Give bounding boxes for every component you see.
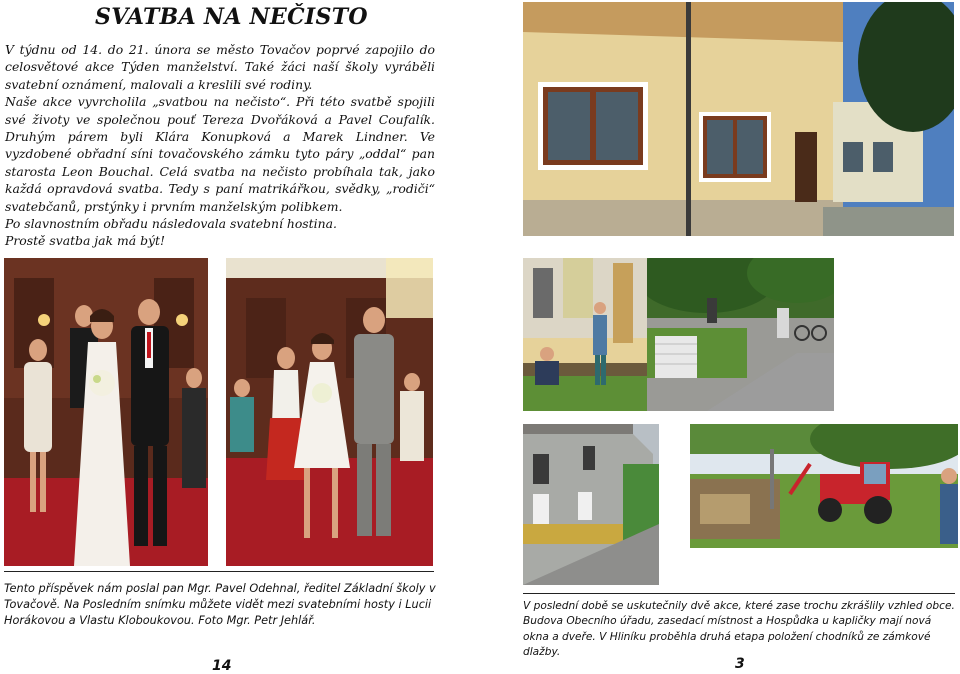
article-paragraph-4: Prostě svatba jak má být! [5,233,165,249]
caption-divider-left [4,571,434,572]
tractor-photo [690,424,958,548]
article-paragraph-2: Naše akce vyvrcholila „svatbou na nečisto“. Při této svatbě spojili své životy ve společnou pouť Tereza Dvořáková a Pavel Coufalík. Druhým párem byli Klára Konupková a Marek Lindner. Ve vyzdobené obřadní síni tovačovského zámku tyto páry „oddal“ pan starosta Leon Bouchal. Celá svatba na nečisto probíhala tak, jako každá opravdová svatba. Tedy s paní matrikářkou, svědky, „rodiči“ svatebčanů, prstýnky i prvním manželským polibkem. [5,94,435,214]
article-title: SVATBA NA NEČISTO [95,4,368,30]
left-caption: Tento příspěvek nám poslal pan Mgr. Pavel Odehnal, ředitel Základní školy v Tovačově. Na Posledním snímku můžete vidět mezi svatebními hosty i Lucii Horákovou a Vlastu Kloboukovou. Foto Mgr. Petr Jehlář. [4,582,436,627]
article-paragraph-3: Po slavnostním obřadu následovala svatební hostina. [5,216,337,232]
paving-work-photo-1 [523,258,647,411]
page-number-left: 14 [212,658,232,674]
paving-work-photo-2 [647,258,834,411]
page-number-right: 3 [735,656,745,672]
caption-divider-right [523,593,955,594]
right-caption: V poslední době se uskutečnily dvě akce, které zase trochu zkrášlily vzhled obce. Budova Obecního úřadu, zasedací místnost a Hospůdka u kapličky mají nová okna a dveře. V Hliníku proběhla druhá etapa položení chodníků ze zámkové dlažby. [523,600,955,658]
town-hall-photo [523,2,954,236]
article-paragraph-1: V týdnu od 14. do 21. února se město Tovačov poprvé zapojilo do celosvětové akce Týden manželství. Také žáci naší školy vyráběli svatební oznámení, malovali a kreslili své rodiny. [5,42,435,92]
street-house-photo [523,424,659,585]
wedding-photo-1 [4,258,208,566]
wedding-photo-2 [226,258,433,566]
article-body [5,41,435,250]
